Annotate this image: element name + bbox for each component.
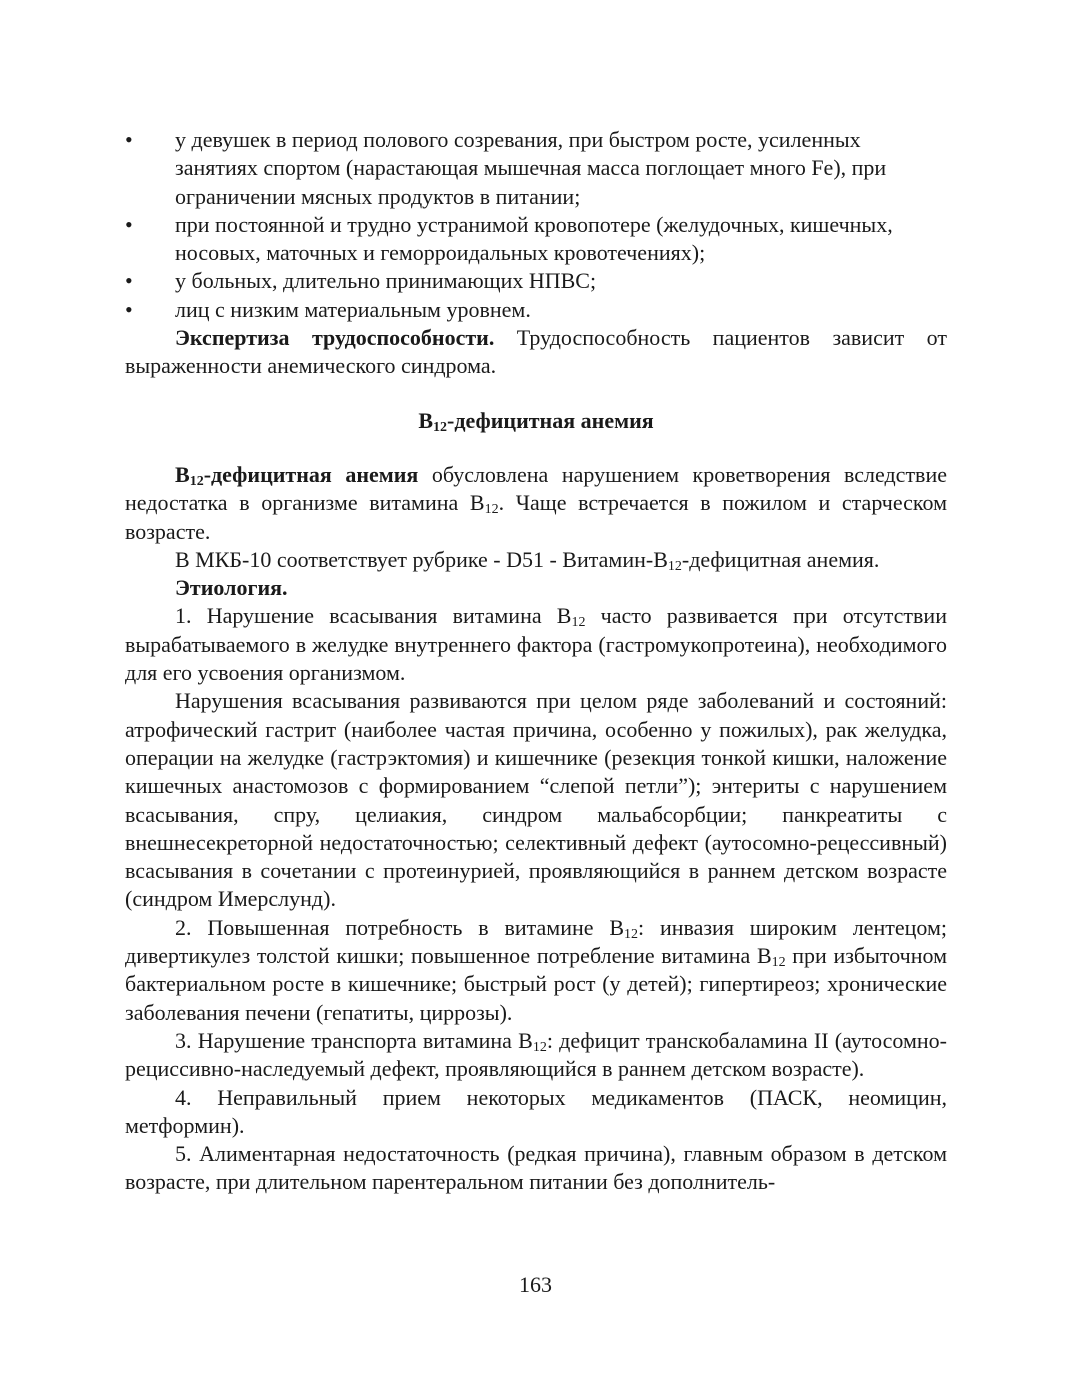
definition-subscript: 12 <box>484 502 499 518</box>
list-item <box>125 296 947 324</box>
etiology-text: 1. Нарушение всасывания витамина B <box>175 603 572 629</box>
expertise-label: Экспертиза трудоспособности. <box>175 325 495 351</box>
bullet-icon: • <box>125 296 133 322</box>
etiology-text: 2. Повышенная потребность в витамине B <box>175 914 625 940</box>
bullet-icon: • <box>125 211 133 237</box>
definition-paragraph <box>125 461 947 546</box>
list-item <box>125 126 947 211</box>
icd-text: -дефицитная анемия. <box>681 546 880 572</box>
section-title-part: -дефицитная анемия <box>447 407 654 433</box>
etiology-subscript: 12 <box>771 955 786 971</box>
etiology-item-1 <box>125 602 947 687</box>
etiology-text: : дефицит транскобаламина II (аутосомно-рециссивно-наследуемый дефект, проявляющийся в раннем детском возрасте). <box>125 1027 947 1082</box>
list-item-text: у девушек в период полового созревания, при быстром росте, усиленных занятиях спортом (нарастающая мышечная масса поглощает много Fe), при ограничении мясных продуктов в питании; <box>175 127 887 209</box>
etiology-item-3 <box>125 1027 947 1084</box>
etiology-item-5: 5. Алиментарная недостаточность (редкая причина), главным образом в детском возрасте, при длительном парентеральном питании без дополнитель- <box>125 1141 947 1195</box>
icd-text: В МКБ-10 соответствует рубрике - D51 - Витамин-B <box>175 546 668 572</box>
etiology-subscript: 12 <box>571 615 586 631</box>
etiology-text: при избыточном бактериальном росте в кишечнике; быстрый рост (у детей); гипертиреоз; хронические заболевания печени (гепатиты, циррозы). <box>125 943 947 1025</box>
etiology-item-1-details: Нарушения всасывания развиваются при целом ряде заболеваний и состояний: атрофический гастрит (наиболее частая причина, особенно у пожилых), рак желудка, операции на желудке (гастрэктомия) и кишечнике (резекция тонкой кишки, наложение кишечных анастомозов с формированием “слепой петли”); энтериты с нарушением всасывания, спру, целиакия, синдром мальабсорбции; панкреатиты с внешнесекреторной недостаточностью; селективный дефект (аутосомно-рецессивный) всасывания в сочетании с протеинурией, проявляющийся в раннем детском возрасте (синдром Имерслунд). <box>125 688 947 912</box>
page-number: 163 <box>519 1272 552 1297</box>
bullet-icon: • <box>125 127 133 152</box>
bullet-icon: • <box>125 268 133 294</box>
risk-group-list <box>125 126 947 324</box>
list-item <box>125 267 947 295</box>
definition-term <box>175 462 418 487</box>
definition-text: обусловлена нарушением кроветворения вследствие недостатка в организме витамина B <box>125 461 947 516</box>
etiology-item-4: 4. Неправильный прием некоторых медикаментов (ПАСК, неомицин, метформин). <box>125 1084 947 1138</box>
etiology-heading-text: Этиология. <box>175 575 288 601</box>
page-body <box>125 126 947 1197</box>
expertise-paragraph <box>125 324 947 381</box>
definition-term-subscript: 12 <box>189 473 204 489</box>
etiology-text: 3. Нарушение транспорта витамина B <box>175 1027 533 1053</box>
section-title <box>125 407 947 435</box>
list-item-text: у больных, длительно принимающих НПВС; <box>175 268 597 294</box>
etiology-heading <box>125 574 947 602</box>
etiology-item-2 <box>125 914 947 1027</box>
etiology-text: : инвазия широким лентецом; дивертикулез толстой кишки; повышенное потребление витамина B <box>125 914 947 969</box>
list-item-text: лиц с низким материальным уровнем. <box>175 296 531 322</box>
expertise-text: Трудоспособность пациентов зависит от выраженности анемического синдрома. <box>125 325 947 379</box>
icd-paragraph <box>125 546 947 574</box>
section-title-subscript: 12 <box>433 419 448 435</box>
definition-term-part: B <box>175 461 190 487</box>
icd-subscript: 12 <box>667 558 682 574</box>
etiology-subscript: 12 <box>532 1039 547 1055</box>
list-item <box>125 211 947 268</box>
etiology-text: часто развивается при отсутствии вырабатываемого в желудке внутреннего фактора (гастромукопротеина), необходимого для его усвоения организмом. <box>125 603 947 686</box>
list-item-text: при постоянной и трудно устранимой кровопотере (желудочных, кишечных, носовых, маточных и геморроидальных кровотечениях); <box>175 211 893 266</box>
etiology-subscript: 12 <box>624 926 639 942</box>
section-title-part: B <box>418 407 434 433</box>
definition-term-part: -дефицитная анемия <box>203 461 419 487</box>
definition-text: . Чаще встречается в пожилом и старческом возрасте. <box>125 490 947 544</box>
